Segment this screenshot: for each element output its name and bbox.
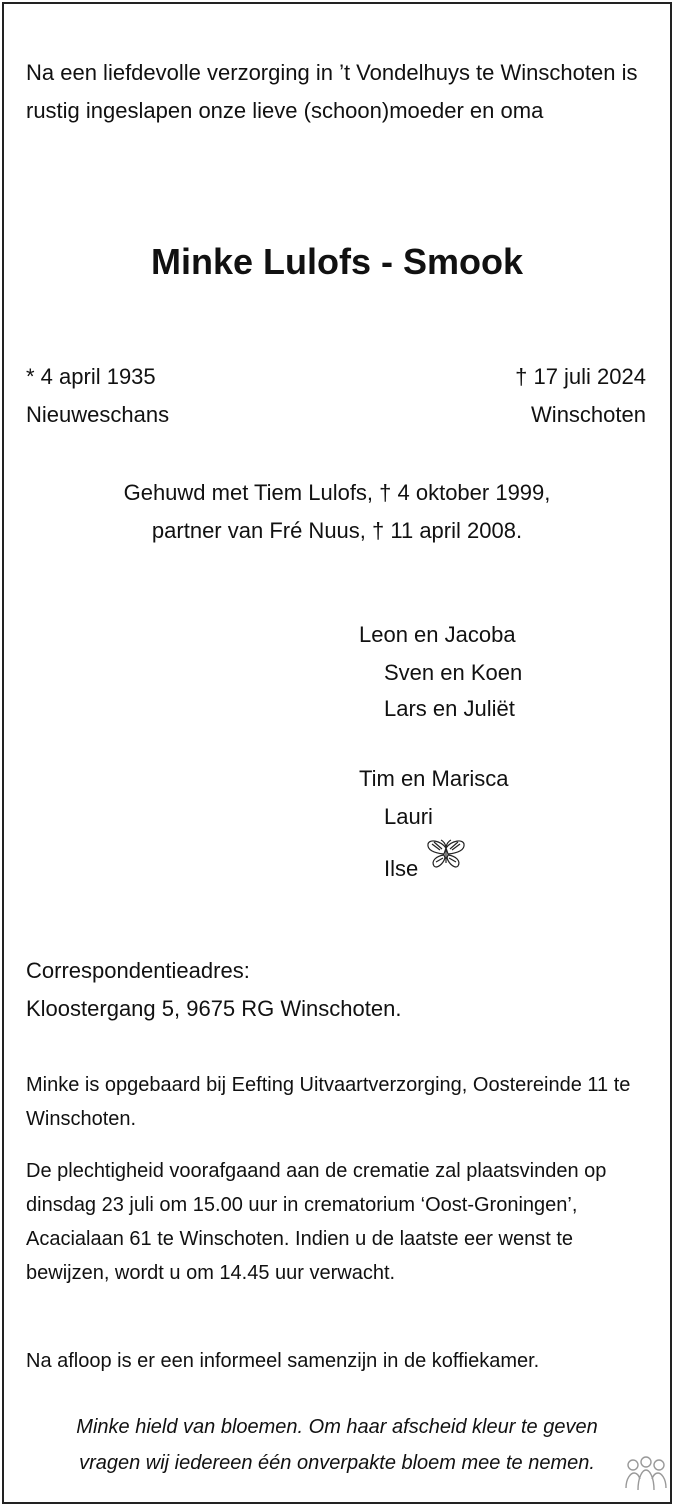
paragraph-ceremony: De plechtigheid voorafgaand aan de crematie zal plaatsvinden op dinsdag 23 juli om 15.00 uur in crematorium ‘Oost-Groningen’, Acacialaan 61 te Winschoten. Indien u de laatste eer wenst te bewijzen, wordt u om 14.45 uur verwacht. bbox=[26, 1160, 607, 1284]
closing-line: Minke hield van bloemen. Om haar afscheid kleur te geven bbox=[76, 1416, 598, 1438]
family-child: Lauri bbox=[384, 804, 433, 829]
correspondence-label: Correspondentieadres: bbox=[26, 958, 250, 983]
family-child: Ilse bbox=[384, 856, 419, 881]
people-logo-icon bbox=[624, 1454, 668, 1494]
family-couple: Tim en Marisca bbox=[359, 766, 509, 791]
death-date: † 17 juli 2024 bbox=[515, 364, 646, 389]
correspondence-address: Kloostergang 5, 9675 RG Winschoten. bbox=[26, 996, 402, 1021]
intro-text: Na een liefdevolle verzorging in ’t Vondelhuys te Winschoten is rustig ingeslapen onze lieve (schoon)moeder en oma bbox=[26, 60, 638, 123]
paragraph-laid-out: Minke is opgebaard bij Eefting Uitvaartverzorging, Oostereinde 11 te Winschoten. bbox=[26, 1074, 631, 1130]
birth-date: * 4 april 1935 bbox=[26, 364, 156, 389]
obituary-card bbox=[2, 2, 672, 1504]
partner-line: partner van Fré Nuus, † 11 april 2008. bbox=[151, 518, 523, 543]
family-child: Lars en Juliët bbox=[384, 696, 515, 721]
spouse-line: Gehuwd met Tiem Lulofs, † 4 oktober 1999, bbox=[123, 480, 551, 505]
paragraph-gathering: Na afloop is er een informeel samenzijn in de koffiekamer. bbox=[26, 1350, 540, 1372]
family-child: Sven en Koen bbox=[384, 660, 523, 685]
family-couple: Leon en Jacoba bbox=[359, 622, 516, 647]
closing-line: vragen wij iedereen één onverpakte bloem mee te nemen. bbox=[79, 1452, 595, 1474]
birth-place: Nieuweschans bbox=[26, 402, 170, 427]
butterfly-icon bbox=[426, 838, 466, 870]
deceased-name: Minke Lulofs - Smook bbox=[150, 241, 524, 282]
death-place: Winschoten bbox=[531, 402, 646, 427]
